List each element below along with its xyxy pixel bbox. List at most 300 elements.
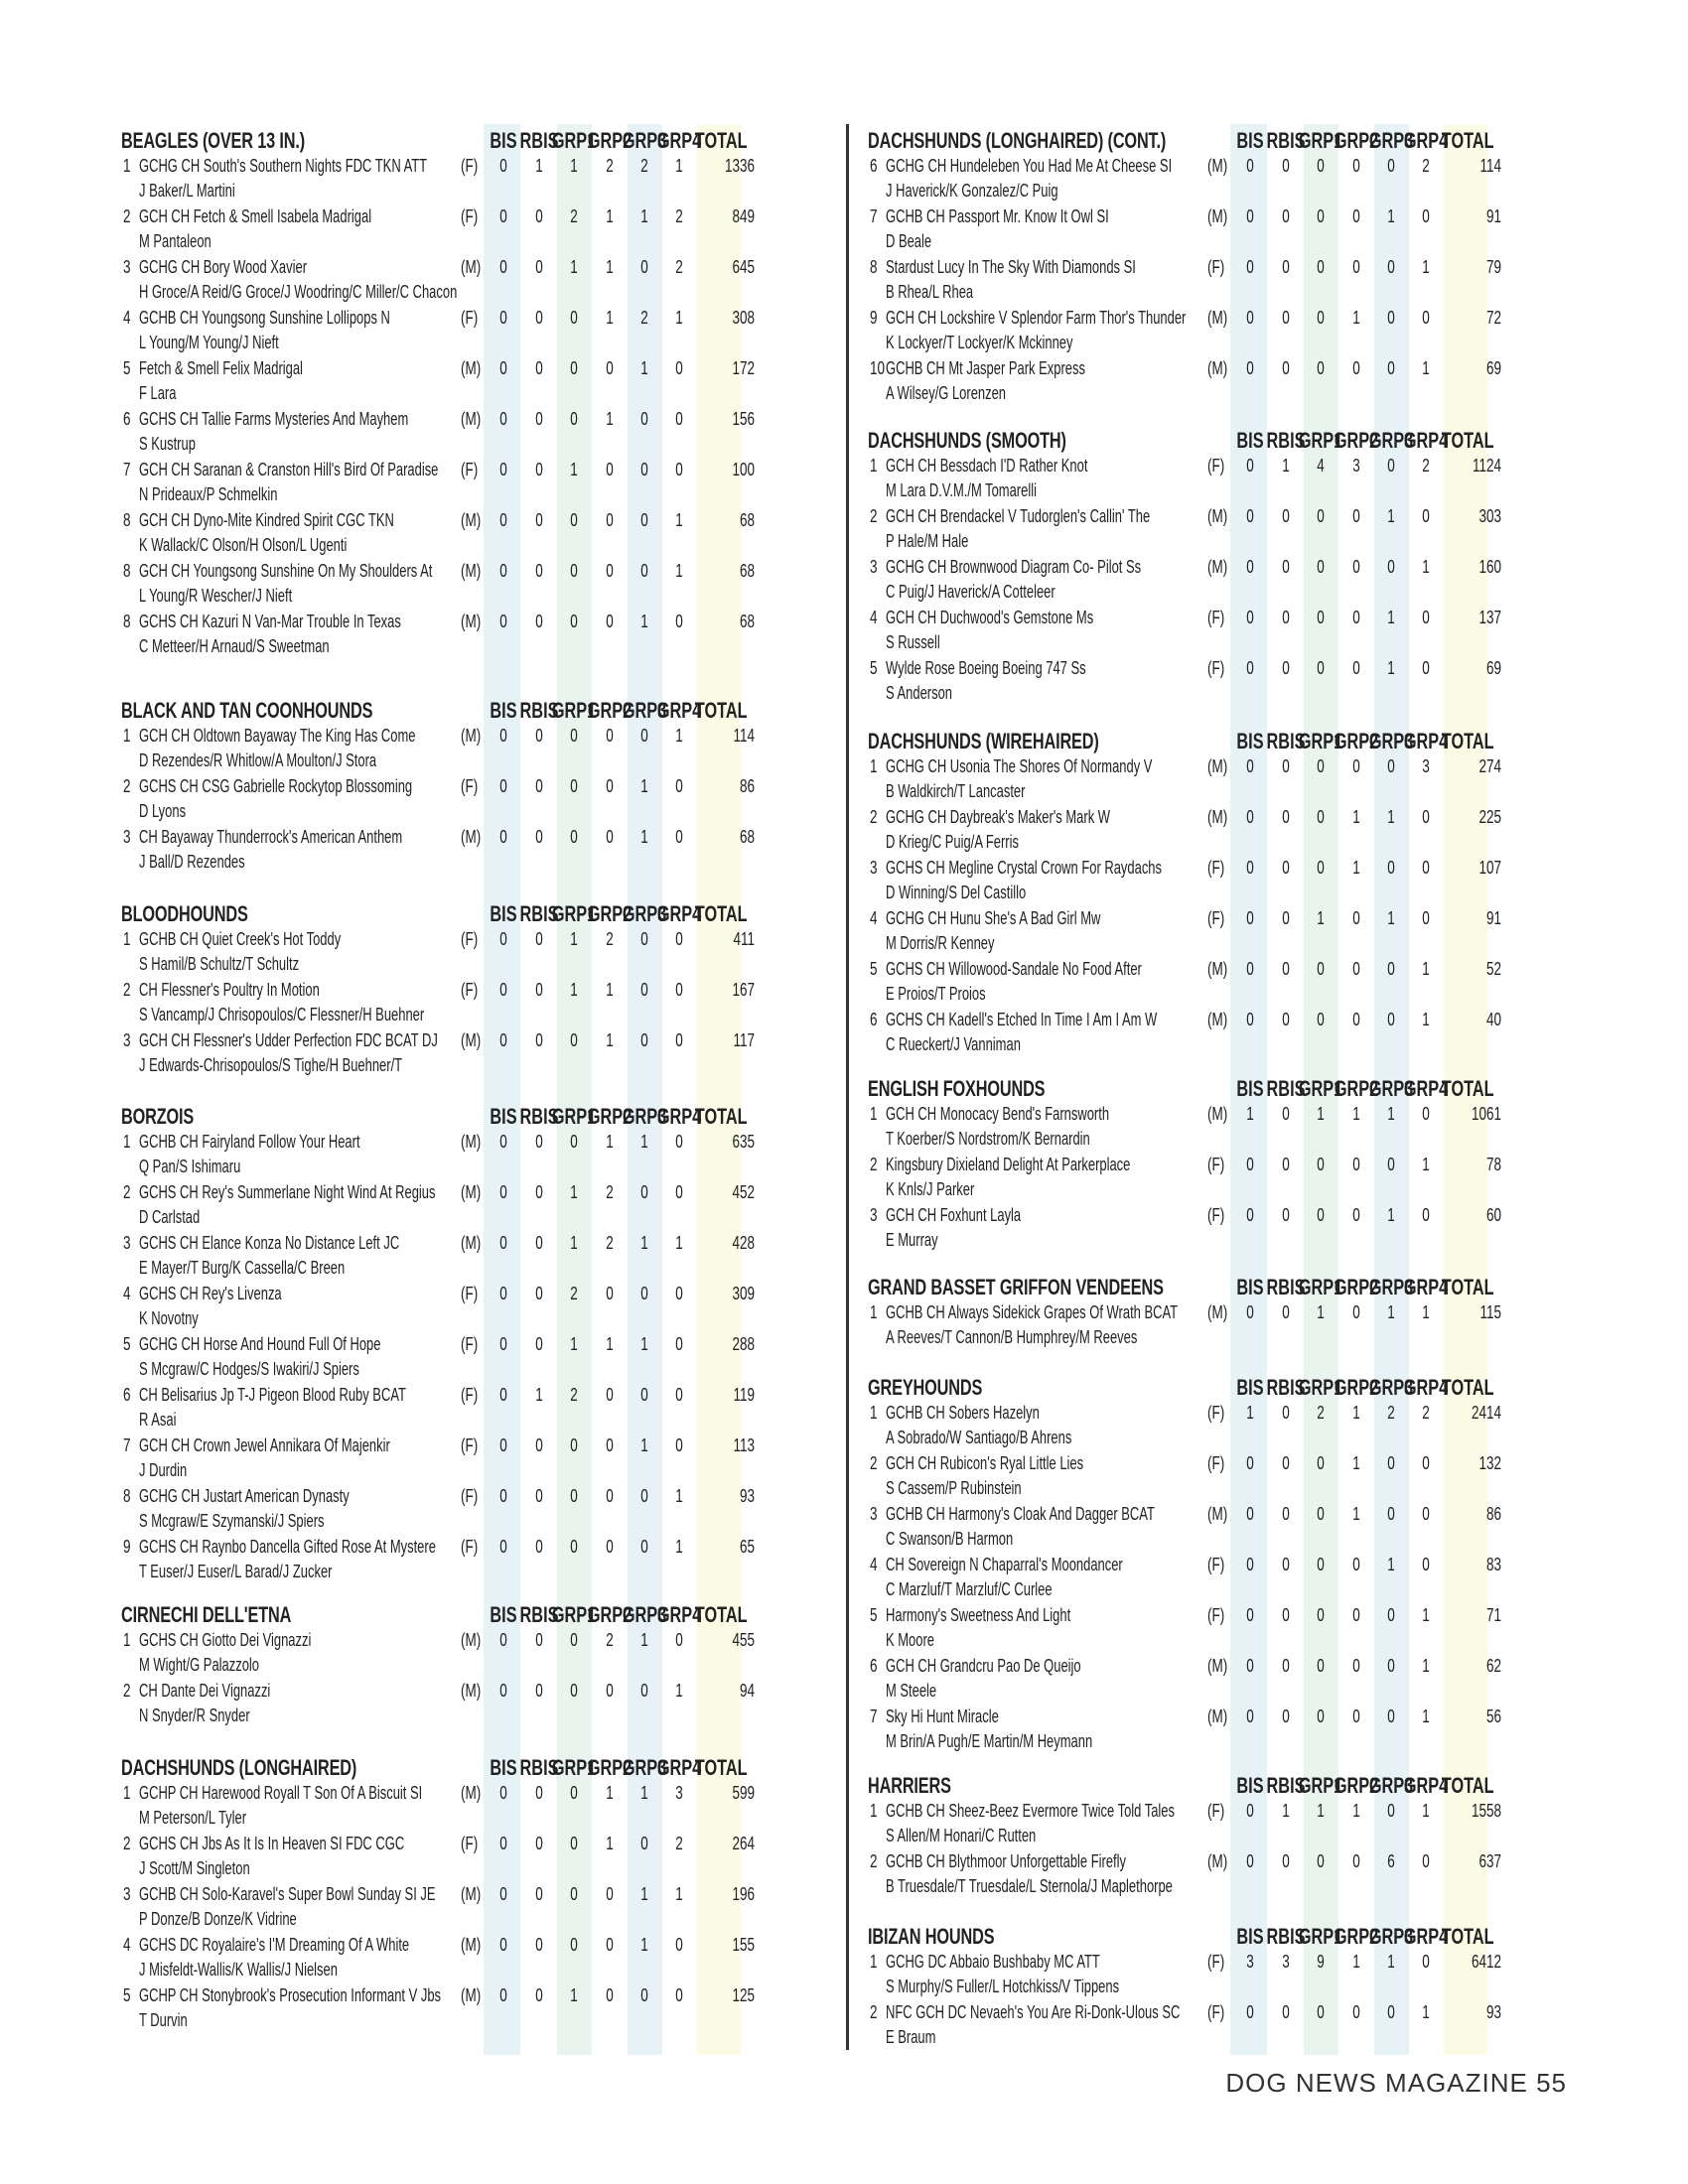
stat-value: 0 — [535, 358, 543, 378]
stat-value: 0 — [1317, 1605, 1325, 1625]
stat-value: 1 — [675, 561, 683, 581]
stat-value: 4 — [1317, 456, 1325, 476]
dog-name: GCHB CH Sobers Hazelyn — [886, 1403, 1040, 1423]
rank: 5 — [123, 1334, 131, 1354]
stat-value: 0 — [1282, 308, 1290, 328]
stat-value: 0 — [606, 1985, 614, 2005]
stat-value: 0 — [499, 1537, 507, 1557]
dog-name: Harmony's Sweetness And Light — [886, 1605, 1071, 1625]
stat-value: 599 — [732, 1783, 755, 1803]
column-header: GRP1 — [551, 698, 597, 723]
sex: (F) — [461, 1537, 479, 1557]
handler-names: S Hamil/B Schultz/T Schultz — [139, 954, 300, 974]
stat-value: 0 — [1387, 156, 1395, 176]
stat-value: 0 — [535, 1985, 543, 2005]
sex: (M) — [1207, 1010, 1228, 1029]
sex: (M) — [461, 1884, 482, 1904]
stat-value: 137 — [1478, 608, 1501, 627]
stat-value: 0 — [499, 1385, 507, 1405]
rank: 8 — [870, 257, 878, 277]
column-header: TOTAL — [1441, 1924, 1494, 1949]
section-title: DACHSHUNDS (WIREHAIRED) — [868, 729, 1099, 753]
stat-value: 455 — [732, 1630, 755, 1650]
rank: 6 — [870, 1010, 878, 1029]
stat-value: 0 — [1422, 1851, 1430, 1871]
rank: 3 — [123, 827, 131, 847]
stat-value: 0 — [1317, 658, 1325, 678]
column-header: GRP3 — [1368, 1375, 1414, 1400]
sex: (M) — [1207, 959, 1228, 979]
handler-names: D Lyons — [139, 801, 187, 821]
sex: (M) — [1207, 807, 1228, 827]
stat-value: 0 — [1246, 1656, 1254, 1676]
stat-value: 0 — [570, 1681, 578, 1701]
stat-value: 0 — [1317, 358, 1325, 378]
stat-value: 0 — [535, 1783, 543, 1803]
dog-name: CH Sovereign N Chaparral's Moondancer — [886, 1555, 1123, 1574]
sex: (F) — [1207, 658, 1225, 678]
stat-value: 0 — [1317, 156, 1325, 176]
sex: (M) — [461, 1783, 482, 1803]
table-row — [868, 306, 1563, 356]
stat-value: 1336 — [724, 156, 755, 176]
stat-value: 0 — [535, 1284, 543, 1303]
column-header: GRP4 — [656, 1602, 702, 1627]
sex: (M) — [461, 358, 482, 378]
table-row — [868, 2000, 1563, 2051]
stat-value: 1 — [675, 1537, 683, 1557]
stat-value: 0 — [640, 409, 648, 429]
rank: 5 — [123, 358, 131, 378]
rank: 4 — [870, 908, 878, 928]
stat-value: 0 — [1387, 1453, 1395, 1473]
stat-value: 1 — [1352, 1453, 1360, 1473]
column-header: GRP3 — [1368, 1924, 1414, 1949]
stat-value: 1 — [535, 156, 543, 176]
stat-value: 0 — [640, 561, 648, 581]
handler-names: P Donze/B Donze/K Vidrine — [139, 1909, 297, 1929]
column-header: BIS — [490, 128, 517, 153]
stat-value: 1 — [1246, 1403, 1254, 1423]
column-header: GRP2 — [1334, 729, 1379, 753]
stat-value: 1558 — [1471, 1801, 1501, 1821]
stat-value: 93 — [1485, 2002, 1501, 2022]
stat-value: 0 — [1282, 358, 1290, 378]
stat-value: 0 — [535, 776, 543, 796]
stat-value: 0 — [606, 1884, 614, 1904]
rank: 1 — [123, 726, 131, 746]
stat-value: 3 — [675, 1783, 683, 1803]
stat-value: 2 — [606, 1630, 614, 1650]
stat-value: 0 — [1246, 1555, 1254, 1574]
stat-value: 1 — [1317, 908, 1325, 928]
stat-value: 0 — [1352, 2002, 1360, 2022]
stat-value: 0 — [1387, 1504, 1395, 1524]
right-column — [868, 0, 1543, 2184]
rank: 8 — [123, 612, 131, 631]
table-row — [868, 1950, 1563, 2000]
sex: (F) — [461, 980, 479, 1000]
stat-value: 40 — [1485, 1010, 1501, 1029]
stat-value: 0 — [606, 1537, 614, 1557]
handler-names: D Winning/S Del Castillo — [886, 883, 1027, 902]
column-header: GRP1 — [1298, 428, 1343, 453]
handler-names: S Kustrup — [139, 434, 196, 454]
dog-name: Fetch & Smell Felix Madrigal — [139, 358, 303, 378]
stat-value: 2 — [640, 156, 648, 176]
stat-value: 0 — [1352, 358, 1360, 378]
column-header: GRP4 — [656, 901, 702, 926]
sex: (M) — [461, 1935, 482, 1955]
dog-name: GCHB CH Fairyland Follow Your Heart — [139, 1132, 360, 1152]
rank: 8 — [123, 1486, 131, 1506]
stat-value: 0 — [1317, 257, 1325, 277]
stat-value: 72 — [1485, 308, 1501, 328]
stat-value: 83 — [1485, 1555, 1501, 1574]
stat-value: 0 — [535, 460, 543, 479]
stat-value: 1 — [1352, 1801, 1360, 1821]
rank: 2 — [870, 506, 878, 526]
sex: (M) — [1207, 506, 1228, 526]
handler-names: B Waldkirch/T Lancaster — [886, 781, 1026, 801]
sex: (M) — [1207, 557, 1228, 577]
stat-value: 1 — [675, 1486, 683, 1506]
stat-value: 0 — [1282, 1403, 1290, 1423]
stat-value: 3 — [1352, 456, 1360, 476]
column-header: TOTAL — [1441, 1375, 1494, 1400]
stat-value: 1 — [535, 1385, 543, 1405]
rank: 2 — [870, 1851, 878, 1871]
rank: 2 — [123, 1681, 131, 1701]
rank: 3 — [123, 1233, 131, 1253]
stat-value: 0 — [499, 1681, 507, 1701]
rank: 2 — [870, 807, 878, 827]
stat-value: 3 — [1282, 1952, 1290, 1972]
sex: (M) — [461, 1182, 482, 1202]
column-header: RBIS — [1266, 1375, 1306, 1400]
column-header: GRP1 — [1298, 1773, 1343, 1798]
stat-value: 0 — [640, 510, 648, 530]
stat-value: 62 — [1485, 1656, 1501, 1676]
stat-value: 0 — [570, 827, 578, 847]
stat-value: 0 — [1282, 1656, 1290, 1676]
stat-value: 0 — [1282, 1555, 1290, 1574]
column-divider — [846, 124, 849, 2050]
sex: (M) — [461, 257, 482, 277]
stat-value: 1 — [1422, 959, 1430, 979]
table-row — [868, 1451, 1563, 1502]
stat-value: 0 — [1317, 608, 1325, 627]
sex: (M) — [461, 510, 482, 530]
column-header: RBIS — [519, 128, 559, 153]
stat-value: 0 — [1352, 1205, 1360, 1225]
column-header: TOTAL — [694, 1104, 748, 1129]
stat-value: 2 — [1317, 1403, 1325, 1423]
stat-value: 0 — [606, 1284, 614, 1303]
handler-names: S Murphy/S Fuller/L Hotchkiss/V Tippens — [886, 1977, 1120, 1996]
rank: 7 — [123, 460, 131, 479]
column-header: GRP4 — [1403, 729, 1449, 753]
breed-section — [121, 1598, 816, 1729]
section-header — [121, 1751, 816, 1781]
stat-value: 0 — [675, 1435, 683, 1455]
stat-value: 0 — [1352, 156, 1360, 176]
stat-value: 117 — [733, 1030, 755, 1050]
column-header: TOTAL — [1441, 1076, 1494, 1101]
stat-value: 1 — [640, 1435, 648, 1455]
section-header — [868, 1271, 1563, 1300]
handler-names: K Moore — [886, 1630, 934, 1650]
stat-value: 0 — [499, 726, 507, 746]
stat-value: 0 — [1282, 1104, 1290, 1124]
stat-value: 288 — [732, 1334, 755, 1354]
stat-value: 0 — [499, 1834, 507, 1853]
column-header: GRP1 — [551, 128, 597, 153]
stat-value: 0 — [535, 980, 543, 1000]
stat-value: 1 — [606, 1334, 614, 1354]
dog-name: GCHG CH Usonia The Shores Of Normandy V — [886, 756, 1153, 776]
handler-names: S Allen/M Honari/C Rutten — [886, 1826, 1037, 1845]
handler-names: J Misfeldt-Wallis/K Wallis/J Nielsen — [139, 1960, 338, 1979]
stat-value: 1 — [1422, 557, 1430, 577]
sex: (F) — [1207, 257, 1225, 277]
stat-value: 0 — [606, 358, 614, 378]
dog-name: GCHS CH Rey's Summerlane Night Wind At Regius — [139, 1182, 436, 1202]
handler-names: E Proios/T Proios — [886, 984, 986, 1004]
handler-names: T Euser/J Euser/L Barad/J Zucker — [139, 1562, 333, 1581]
stat-value: 1 — [570, 1985, 578, 2005]
sex: (F) — [461, 206, 479, 226]
handler-names: S Russell — [886, 632, 940, 652]
rank: 8 — [123, 561, 131, 581]
sex: (M) — [461, 1985, 482, 2005]
column-header: GRP4 — [1403, 1275, 1449, 1299]
dog-name: NFC GCH DC Nevaeh's You Are Ri-Donk-Ulous SC — [886, 2002, 1181, 2022]
stat-value: 0 — [570, 1486, 578, 1506]
rank: 7 — [870, 1706, 878, 1726]
stat-value: 1 — [606, 1783, 614, 1803]
stat-value: 1 — [1317, 1302, 1325, 1322]
stat-value: 0 — [1352, 1555, 1360, 1574]
section-header — [121, 124, 816, 154]
rank: 4 — [870, 608, 878, 627]
stat-value: 0 — [499, 409, 507, 429]
rank: 9 — [870, 308, 878, 328]
handler-names: S Vancamp/J Chrisopoulos/C Flessner/H Buehner — [139, 1005, 425, 1024]
sex: (F) — [461, 1334, 479, 1354]
stat-value: 0 — [606, 1435, 614, 1455]
rank: 5 — [870, 1605, 878, 1625]
stat-value: 0 — [499, 1935, 507, 1955]
stat-value: 0 — [1317, 1155, 1325, 1174]
stat-value: 0 — [1422, 658, 1430, 678]
column-header: GRP4 — [1403, 1924, 1449, 1949]
stat-value: 0 — [606, 612, 614, 631]
table-row — [121, 154, 816, 205]
handler-names: S Mcgraw/C Hodges/S Iwakiri/J Spiers — [139, 1359, 359, 1379]
stat-value: 0 — [1246, 908, 1254, 928]
stat-value: 0 — [1317, 1205, 1325, 1225]
stat-value: 635 — [732, 1132, 755, 1152]
column-header: GRP4 — [656, 698, 702, 723]
rank: 5 — [870, 959, 878, 979]
rank: 2 — [123, 206, 131, 226]
handler-names: A Reeves/T Cannon/B Humphrey/M Reeves — [886, 1327, 1138, 1347]
handler-names: C Marzluf/T Marzluf/C Curlee — [886, 1579, 1053, 1599]
stat-value: 0 — [1352, 506, 1360, 526]
stat-value: 1 — [606, 409, 614, 429]
stat-value: 308 — [732, 308, 755, 328]
dog-name: GCHB CH Mt Jasper Park Express — [886, 358, 1085, 378]
stat-value: 1 — [1352, 1504, 1360, 1524]
rank: 5 — [123, 1985, 131, 2005]
table-row — [868, 1153, 1563, 1203]
handler-names: L Young/M Young/J Nieft — [139, 333, 279, 352]
dog-name: GCHS CH Elance Konza No Distance Left JC — [139, 1233, 400, 1253]
handler-names: D Carlstad — [139, 1207, 201, 1227]
table-row — [121, 1933, 816, 1983]
stat-value: 0 — [1282, 756, 1290, 776]
rank: 1 — [870, 756, 878, 776]
stat-value: 0 — [1246, 1504, 1254, 1524]
stat-value: 0 — [606, 1681, 614, 1701]
stat-value: 0 — [675, 1985, 683, 2005]
stat-value: 0 — [499, 257, 507, 277]
handler-names: T Durvin — [139, 2010, 188, 2030]
stat-value: 0 — [499, 1985, 507, 2005]
column-header: BIS — [490, 698, 517, 723]
stat-value: 2414 — [1471, 1403, 1501, 1423]
stat-value: 167 — [732, 980, 755, 1000]
sex: (F) — [461, 1834, 479, 1853]
column-header: GRP4 — [1403, 1773, 1449, 1798]
stat-value: 1 — [1352, 1403, 1360, 1423]
sex: (F) — [461, 1486, 479, 1506]
stat-value: 411 — [733, 929, 755, 949]
stat-value: 1 — [640, 1783, 648, 1803]
stat-value: 0 — [640, 1681, 648, 1701]
sex: (M) — [1207, 756, 1228, 776]
stat-value: 0 — [640, 929, 648, 949]
column-header: BIS — [1236, 428, 1264, 453]
sex: (F) — [1207, 1453, 1225, 1473]
stat-value: 1 — [675, 1884, 683, 1904]
stat-value: 1 — [606, 1132, 614, 1152]
sex: (F) — [1207, 1952, 1225, 1972]
stat-value: 1 — [1387, 908, 1395, 928]
stat-value: 1 — [1352, 1104, 1360, 1124]
sex: (M) — [461, 561, 482, 581]
stat-value: 0 — [535, 561, 543, 581]
dog-name: GCH CH Rubicon's Ryal Little Lies — [886, 1453, 1084, 1473]
stat-value: 156 — [732, 409, 755, 429]
rank: 6 — [123, 409, 131, 429]
stat-value: 1 — [570, 1233, 578, 1253]
left-column — [121, 0, 796, 2184]
column-header: GRP2 — [587, 128, 633, 153]
stat-value: 0 — [1387, 858, 1395, 878]
stat-value: 274 — [1478, 756, 1501, 776]
table-row — [868, 255, 1563, 306]
stat-value: 1061 — [1471, 1104, 1501, 1124]
handler-names: M Pantaleon — [139, 231, 211, 251]
handler-names: L Young/R Wescher/J Nieft — [139, 586, 293, 606]
stat-value: 0 — [606, 460, 614, 479]
dog-name: GCHS CH CSG Gabrielle Rockytop Blossoming — [139, 776, 413, 796]
section-title: ENGLISH FOXHOUNDS — [868, 1076, 1046, 1101]
stat-value: 0 — [1282, 1205, 1290, 1225]
breed-section — [868, 1920, 1563, 2051]
dog-name: CH Dante Dei Vignazzi — [139, 1681, 271, 1701]
rank: 8 — [123, 510, 131, 530]
table-row — [121, 205, 816, 255]
handler-names: A Sobrado/W Santiago/B Ahrens — [886, 1428, 1072, 1447]
stat-value: 2 — [606, 156, 614, 176]
stat-value: 0 — [1317, 1453, 1325, 1473]
column-header: BIS — [1236, 128, 1264, 153]
dog-name: GCHG CH Hundeleben You Had Me At Cheese SI — [886, 156, 1173, 176]
stat-value: 0 — [535, 929, 543, 949]
stat-value: 0 — [499, 1783, 507, 1803]
stat-value: 1 — [1317, 1104, 1325, 1124]
stat-value: 2 — [606, 929, 614, 949]
rank: 2 — [123, 1182, 131, 1202]
handler-names: E Murray — [886, 1230, 938, 1250]
stat-value: 0 — [499, 1486, 507, 1506]
rank: 6 — [123, 1385, 131, 1405]
stat-value: 1 — [675, 1233, 683, 1253]
stat-value: 1 — [1422, 1605, 1430, 1625]
stat-value: 0 — [570, 1884, 578, 1904]
stat-value: 0 — [640, 1985, 648, 2005]
table-row — [868, 1203, 1563, 1254]
stat-value: 69 — [1485, 358, 1501, 378]
section-title: BEAGLES (OVER 13 IN.) — [121, 128, 306, 153]
handler-names: Q Pan/S Ishimaru — [139, 1157, 241, 1176]
stat-value: 0 — [640, 980, 648, 1000]
stat-value: 0 — [535, 206, 543, 226]
column-header: GRP1 — [1298, 1375, 1343, 1400]
stat-value: 0 — [570, 1630, 578, 1650]
stat-value: 125 — [732, 1985, 755, 2005]
stat-value: 0 — [1352, 206, 1360, 226]
stat-value: 68 — [739, 510, 755, 530]
stat-value: 0 — [499, 776, 507, 796]
table-row — [121, 1433, 816, 1484]
stat-value: 0 — [1352, 1706, 1360, 1726]
table-row — [121, 1130, 816, 1180]
stat-value: 1 — [1422, 2002, 1430, 2022]
rank: 5 — [870, 658, 878, 678]
sex: (M) — [461, 1630, 482, 1650]
rank: 3 — [870, 1205, 878, 1225]
column-header: GRP3 — [622, 698, 667, 723]
dog-name: GCH CH Brendackel V Tudorglen's Callin' The — [886, 506, 1151, 526]
dog-name: GCHG CH Daybreak's Maker's Mark W — [886, 807, 1111, 827]
stat-value: 0 — [675, 1935, 683, 1955]
column-header: GRP1 — [1298, 729, 1343, 753]
stat-value: 0 — [1422, 608, 1430, 627]
stat-value: 1 — [1387, 608, 1395, 627]
stat-value: 0 — [535, 257, 543, 277]
stat-value: 0 — [1317, 557, 1325, 577]
sex: (F) — [1207, 1403, 1225, 1423]
stat-value: 0 — [640, 1486, 648, 1506]
stat-value: 79 — [1485, 257, 1501, 277]
handler-names: J Baker/L Martini — [139, 181, 235, 201]
stat-value: 0 — [1387, 1010, 1395, 1029]
stat-value: 0 — [1246, 608, 1254, 627]
